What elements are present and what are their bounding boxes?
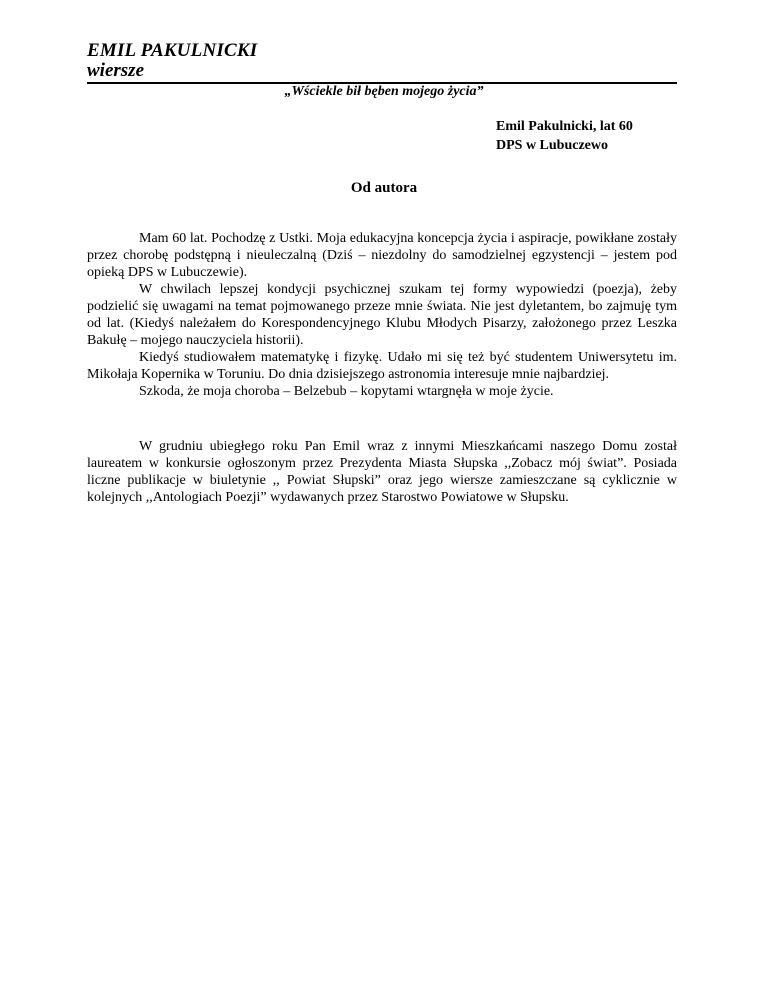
author-name-age: Emil Pakulnicki, lat 60 (496, 119, 633, 134)
page-header (87, 41, 677, 84)
author-location: DPS w Lubuczewo (496, 138, 609, 153)
header-subtitle: wiersze (87, 61, 677, 84)
poem-title: „Wściekle bił bęben mojego życia” (284, 84, 484, 99)
paragraph: W chwilach lepszej kondycji psychicznej szukam tej formy wypowiedzi (poezja), żeby podzielić się uwagami na temat pojmowanego przeze mnie świata. Nie jest dyletantem, bo zajmuję tym od lat. (Kiedyś należałem do Korespondencyjnego Klubu Młodych Pisarzy, założonego przez Leszka Bakułę – mojego nauczyciela historii). (87, 282, 677, 348)
header-author-name: EMIL PAKULNICKI (87, 40, 258, 61)
author-statement (87, 230, 677, 400)
editorial-note (87, 438, 677, 506)
author-block (496, 117, 633, 155)
note-paragraph: W grudniu ubiegłego roku Pan Emil wraz z innymi Mieszkańcami naszego Domu został laureatem w konkursie ogłoszonym przez Prezydenta Miasta Słupska ,,Zobacz mój świat”. Posiada liczne publikacje w biuletynie ,, Powiat Słupski” oraz jego wiersze zamieszczane są cyklicznie w kolejnych ,,Antologiach Poezji” wydawanych przez Starostwo Powiatowe w Słupsku. (87, 439, 677, 505)
paragraph: Mam 60 lat. Pochodzę z Ustki. Moja edukacyjna koncepcja życia i aspiracje, powikłane zostały przez chorobę podstępną i nieuleczalną (Dziś – niezdolny do samodzielnej egzystencji – jestem pod opieką DPS w Lubuczewie). (87, 231, 677, 280)
paragraph: Kiedyś studiowałem matematykę i fizykę. Udało mi się też być studentem Uniwersytetu im. Mikołaja Kopernika w Toruniu. Do dnia dzisiejszego astronomia interesuje mnie najbardziej. (87, 350, 677, 382)
paragraph: Szkoda, że moja choroba – Belzebub – kopytami wtargnęła w moje życie. (139, 384, 554, 399)
section-heading: Od autora (350, 180, 418, 196)
